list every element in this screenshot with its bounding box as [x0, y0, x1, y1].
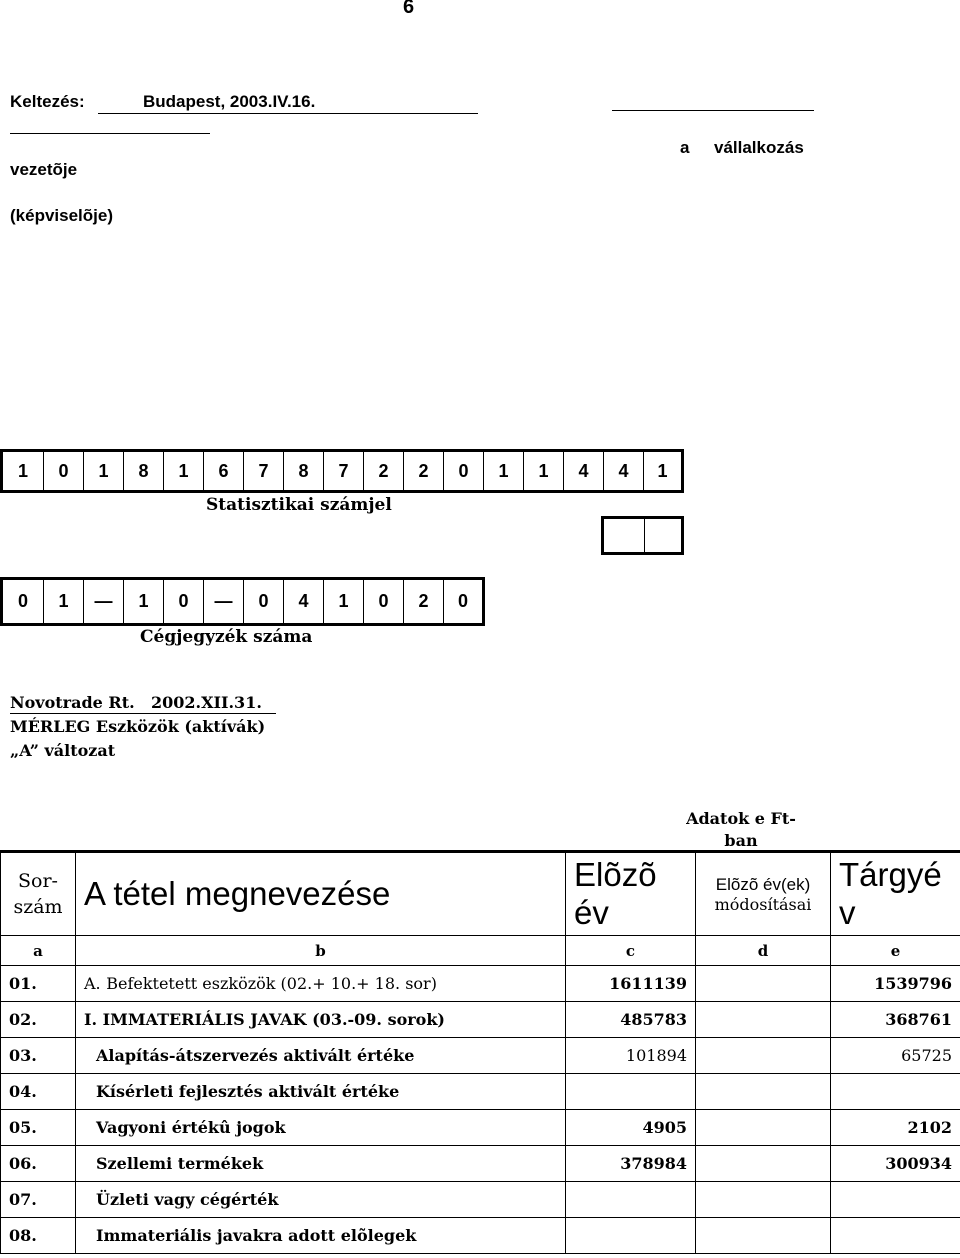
stat-digit: 0 [443, 452, 483, 490]
row-name-text: Befektetett eszközök (02.+ 10.+ 18. sor) [106, 974, 437, 993]
reg-number-caption: Cégjegyzék száma [140, 627, 313, 647]
letter-e: e [831, 936, 960, 966]
row-mod [696, 1146, 831, 1182]
reg-digit: 4 [283, 580, 323, 623]
stat-digit: 1 [83, 452, 123, 490]
row-mod [696, 1074, 831, 1110]
row-curr: 368761 [831, 1002, 960, 1038]
table-row [1, 1074, 960, 1110]
company-date-underline [10, 713, 276, 714]
table-row [1, 1182, 960, 1218]
header-name: A tétel megnevezése [76, 852, 566, 936]
row-curr [831, 1074, 960, 1110]
row-name: Vagyoni értékû jogok [76, 1110, 566, 1146]
page-number: 6 [403, 0, 415, 18]
reg-separator: — [203, 580, 243, 623]
header-num: Sor-szám [1, 852, 76, 936]
reg-digit: 1 [323, 580, 363, 623]
row-curr: 1539796 [831, 966, 960, 1002]
stat-digit: 1 [483, 452, 523, 490]
reg-digit: 2 [403, 580, 443, 623]
reg-digit: 1 [43, 580, 83, 623]
row-prev [566, 1218, 696, 1254]
row-num: 01. [1, 966, 76, 1002]
company-date: 2002.XII.31. [151, 693, 262, 712]
balance-table [0, 850, 960, 1254]
table-row [1, 1146, 960, 1182]
table-row [1, 1218, 960, 1254]
header-curr: Tárgyév [831, 852, 960, 936]
row-prev [566, 1074, 696, 1110]
row-prefix: A. [84, 974, 101, 993]
letter-d: d [696, 936, 831, 966]
reg-digit: 0 [443, 580, 482, 623]
reg-digit: 0 [17, 591, 28, 611]
row-name: Kísérleti fejlesztés aktivált értéke [76, 1074, 566, 1110]
signature-line-right [612, 110, 814, 111]
letter-a: a [1, 936, 76, 966]
stat-digit: 8 [123, 452, 163, 490]
row-name: Immateriális javakra adott elõlegek [76, 1218, 566, 1254]
table-row [1, 1038, 960, 1074]
stat-digit: 1 [163, 452, 203, 490]
stat-digit: 2 [403, 452, 443, 490]
reg-separator: — [83, 580, 123, 623]
dating-label: Keltezés: [10, 92, 85, 111]
reg-digit: 0 [363, 580, 403, 623]
row-num: 08. [1, 1218, 76, 1254]
stat-digit: 7 [323, 452, 363, 490]
row-curr [831, 1218, 960, 1254]
letter-c: c [566, 936, 696, 966]
extra-code-cell [604, 519, 644, 552]
signature-line-left [10, 133, 210, 134]
stat-digit: 0 [43, 452, 83, 490]
extra-code-boxes [601, 516, 684, 555]
stat-number-caption: Statisztikai számjel [206, 495, 392, 515]
reg-digit: 0 [243, 580, 283, 623]
stat-digit: 1 [523, 452, 563, 490]
row-num: 03. [1, 1038, 76, 1074]
row-prev [566, 1182, 696, 1218]
unit-note: Adatok e Ft-ban [686, 809, 796, 850]
row-num: 06. [1, 1146, 76, 1182]
row-prev: 101894 [566, 1038, 696, 1074]
column-letters-row [1, 936, 960, 966]
signature-head: vezetõje [10, 160, 78, 179]
header-mod-line2: módosításai [714, 894, 812, 914]
row-num: 05. [1, 1110, 76, 1146]
header-prev: Elõzõ év [566, 852, 696, 936]
letter-b: b [76, 936, 566, 966]
row-mod [696, 1002, 831, 1038]
stat-digit: 4 [603, 452, 643, 490]
reg-digit: 1 [123, 580, 163, 623]
reg-number-boxes [0, 577, 485, 626]
row-mod [696, 1110, 831, 1146]
dating-value: Budapest, 2003.IV.16. [143, 92, 316, 111]
stat-digit: 6 [203, 452, 243, 490]
row-prev: 4905 [566, 1110, 696, 1146]
row-mod [696, 1182, 831, 1218]
row-num: 07. [1, 1182, 76, 1218]
row-name: Szellemi termékek [76, 1146, 566, 1182]
balance-title: MÉRLEG Eszközök (aktívák) [10, 717, 266, 736]
row-name [76, 966, 566, 1002]
row-name: I. IMMATERIÁLIS JAVAK (03.-09. sorok) [76, 1002, 566, 1038]
stat-digit: 8 [283, 452, 323, 490]
stat-digit: 4 [563, 452, 603, 490]
stat-number-boxes [0, 449, 684, 493]
table-row [1, 1110, 960, 1146]
row-prev: 378984 [566, 1146, 696, 1182]
signature-company: vállalkozás [714, 138, 804, 157]
company-name: Novotrade Rt. [10, 693, 135, 712]
row-curr: 300934 [831, 1146, 960, 1182]
row-mod [696, 966, 831, 1002]
table-row [1, 966, 960, 1002]
row-prev: 485783 [566, 1002, 696, 1038]
table-header-row [1, 852, 960, 936]
stat-digit: 1 [643, 452, 681, 490]
row-curr: 65725 [831, 1038, 960, 1074]
balance-variant: „A” változat [10, 741, 116, 760]
stat-digit: 1 [17, 460, 28, 481]
signature-a: a [680, 138, 690, 157]
table-row [1, 1002, 960, 1038]
row-name: Alapítás-átszervezés aktivált értéke [76, 1038, 566, 1074]
row-prev: 1611139 [566, 966, 696, 1002]
row-curr [831, 1182, 960, 1218]
row-mod [696, 1038, 831, 1074]
row-num: 04. [1, 1074, 76, 1110]
header-mod [696, 852, 831, 936]
row-num: 02. [1, 1002, 76, 1038]
stat-digit: 2 [363, 452, 403, 490]
row-curr: 2102 [831, 1110, 960, 1146]
stat-digit: 7 [243, 452, 283, 490]
extra-code-cell [644, 519, 681, 552]
reg-digit: 0 [163, 580, 203, 623]
row-name: Üzleti vagy cégérték [76, 1182, 566, 1218]
signature-rep: (képviselõje) [10, 206, 113, 225]
row-mod [696, 1218, 831, 1254]
dating-underline [98, 113, 478, 114]
header-mod-line1: Elõzõ év(ek) [715, 874, 811, 894]
